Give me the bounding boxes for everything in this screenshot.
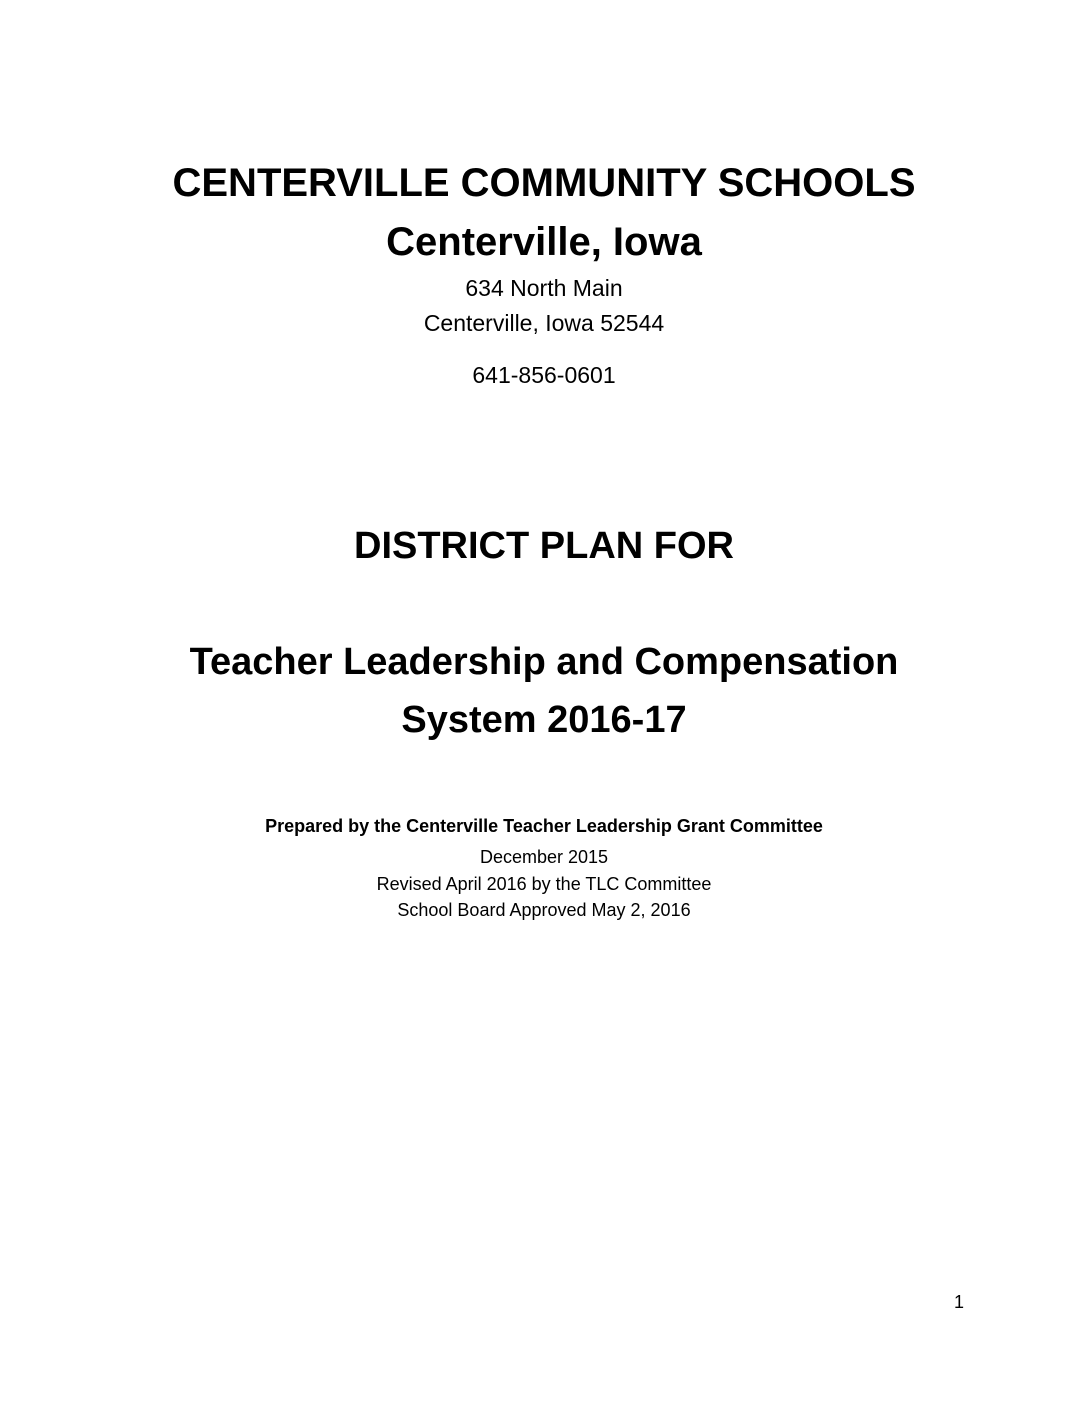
prepared-by-text: Prepared by the Centerville Teacher Leadership Grant Committee	[265, 816, 823, 836]
plan-title-line-1: DISTRICT PLAN FOR	[354, 525, 734, 567]
phone-number: 641-856-0601	[472, 362, 616, 388]
address-line-1: 634 North Main	[465, 275, 623, 301]
address-line-2: Centerville, Iowa 52544	[423, 310, 665, 336]
district-name-heading: CENTERVILLE COMMUNITY SCHOOLS	[172, 161, 916, 205]
approval-note: School Board Approved May 2, 2016	[397, 900, 691, 920]
revised-note: Revised April 2016 by the TLC Committee	[376, 874, 712, 894]
plan-title-line-3: System 2016-17	[401, 699, 687, 741]
prepared-date: December 2015	[479, 847, 609, 867]
city-heading: Centerville, Iowa	[386, 220, 702, 264]
plan-title-line-2: Teacher Leadership and Compensation	[189, 641, 899, 683]
page-number: 1	[953, 1292, 964, 1312]
